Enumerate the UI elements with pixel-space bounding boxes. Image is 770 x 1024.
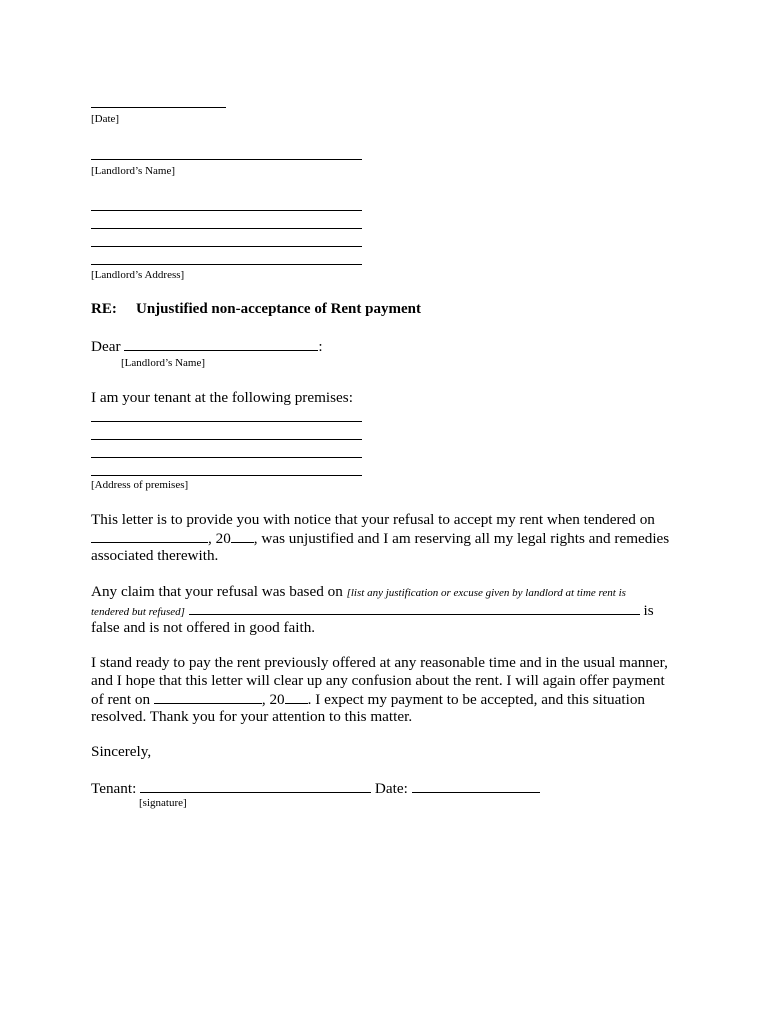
- premises-line-1[interactable]: [91, 421, 362, 422]
- premises-intro: I am your tenant at the following premises:: [91, 389, 353, 406]
- tenant-signature-blank[interactable]: [140, 779, 371, 793]
- tender-date-blank[interactable]: [91, 529, 208, 543]
- date-label: [Date]: [91, 113, 120, 125]
- para3-line3-start: of rent on: [91, 691, 151, 708]
- para2-line1: [91, 583, 626, 601]
- offer-year-blank[interactable]: [285, 690, 308, 704]
- para3-line3-rest: . I expect my payment to be accepted, and this situation: [307, 691, 646, 708]
- para1-line2-rest: , was unjustified and I am reserving all my legal rights and remedies: [253, 530, 670, 547]
- salutation: [91, 337, 323, 356]
- para3-year-prefix: , 20: [261, 691, 285, 708]
- para3-line1: I stand ready to pay the rent previously offered at any reasonable time and in the usual manner,: [91, 654, 668, 671]
- landlord-address-label: [Landlord’s Address]: [91, 269, 185, 281]
- closing: Sincerely,: [91, 743, 152, 760]
- premises-line-2[interactable]: [91, 439, 362, 440]
- para2-line2: [91, 601, 654, 620]
- premises-line-4[interactable]: [91, 475, 362, 476]
- dear-colon: :: [318, 338, 323, 355]
- offer-date-blank[interactable]: [154, 690, 262, 704]
- subject-title: Unjustified non-acceptance of Rent payment: [136, 301, 421, 317]
- tender-year-blank[interactable]: [231, 529, 254, 543]
- re-label: RE:: [91, 301, 117, 317]
- para2-line3: false and is not offered in good faith.: [91, 619, 316, 636]
- para2-is: is: [643, 602, 654, 619]
- para3-line2: and I hope that this letter will clear up any confusion about the rent. I will again offer payment: [91, 672, 665, 689]
- premises-line-3[interactable]: [91, 457, 362, 458]
- para3-line4: resolved. Thank you for your attention to this matter.: [91, 708, 413, 725]
- landlord-address-line-2[interactable]: [91, 228, 362, 229]
- para2-instruction-2: tendered but refused]: [91, 606, 185, 618]
- landlord-address-line-1[interactable]: [91, 210, 362, 211]
- dear-name-blank[interactable]: [124, 337, 318, 351]
- para2-line1-start: Any claim that your refusal was based on: [91, 583, 347, 600]
- signature-label: [signature]: [139, 797, 187, 809]
- para3-line3: [91, 690, 645, 709]
- date-line[interactable]: [91, 107, 226, 108]
- refusal-reason-blank[interactable]: [189, 601, 640, 615]
- dear-landlord-name-label: [Landlord’s Name]: [121, 357, 205, 369]
- tenant-label: Tenant:: [91, 780, 137, 797]
- para1-line3: associated therewith.: [91, 547, 219, 564]
- landlord-name-line[interactable]: [91, 159, 362, 160]
- landlord-address-line-4[interactable]: [91, 264, 362, 265]
- para1-line1: This letter is to provide you with notice that your refusal to accept my rent when tendered on: [91, 511, 655, 528]
- para1-line2: [91, 529, 669, 548]
- landlord-address-line-3[interactable]: [91, 246, 362, 247]
- sign-date-label: Date:: [374, 780, 408, 797]
- signature-row: [91, 779, 540, 798]
- para2-instruction-1: [list any justification or excuse given by landlord at time rent is: [346, 587, 626, 599]
- para1-year-prefix: , 20: [208, 530, 231, 547]
- dear-word: Dear: [91, 338, 121, 355]
- sign-date-blank[interactable]: [412, 779, 540, 793]
- premises-label: [Address of premises]: [91, 479, 189, 491]
- landlord-name-label: [Landlord’s Name]: [91, 165, 175, 177]
